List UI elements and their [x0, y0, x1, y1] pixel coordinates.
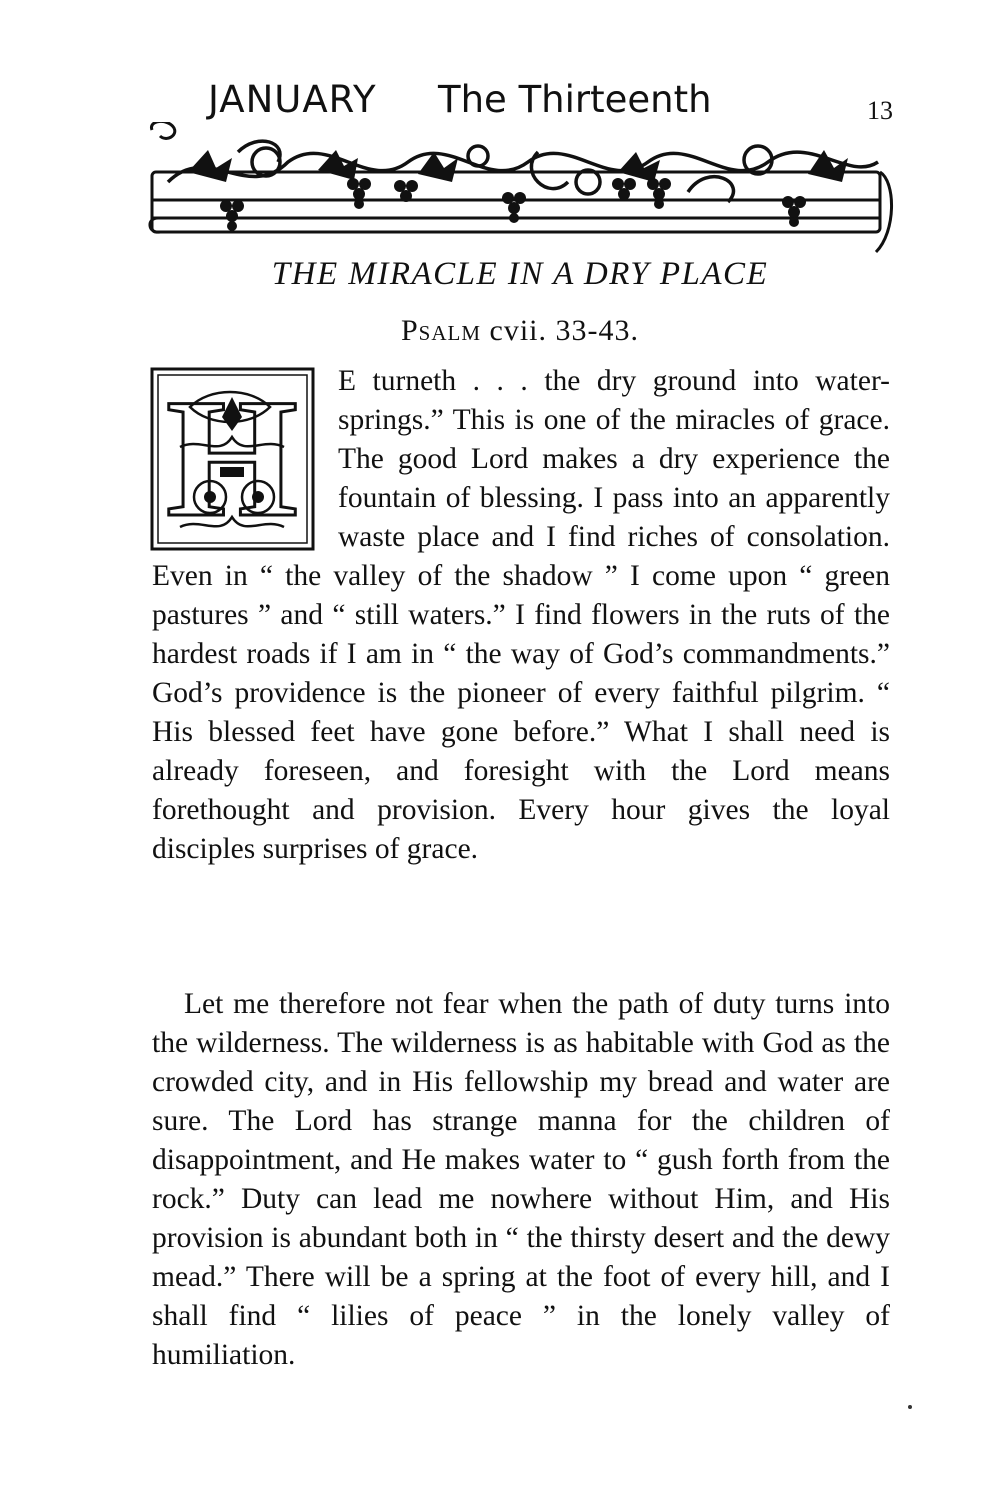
reference-book: Psalm [400, 314, 482, 347]
vine-ornament-banner [148, 122, 896, 256]
header-month: JANUARY [208, 78, 377, 121]
page-number: 13 [867, 96, 893, 125]
page-title: THE MIRACLE IN A DRY PLACE [271, 256, 769, 292]
drop-cap-letter: H [165, 367, 299, 551]
reference-passage: cvii. 33-43. [489, 314, 639, 347]
paragraph-1-text: E turneth . . . the dry ground into water-springs.” This is one of the miracles of grace. The good Lord makes a dry experience the fountain of blessing. I pass into an apparently waste place and I find riches of consolation. Even in “ the valley of the shadow ” I come upon “ green pastures ” and “ still waters.” I find flowers in the ruts of the hardest roads if I am in “ the way of God’s commandments.” God’s providence is the pioneer of every faithful pilgrim. “ His blessed feet have gone before.” What I shall need is already foreseen, and foresight with the Lord means forethought and provision. Every hour gives the loyal disciples surprises of grace. [152, 365, 890, 865]
paragraph-1 [152, 362, 890, 869]
scripture-reference [150, 314, 890, 348]
paragraph-2: Let me therefore not fear when the path of duty turns into the wilderness. The wilderness is as habitable with God as the crowded city, and in His fellowship my bread and water are sure. The Lord has strange manna for the children of disappointment, and He makes water to “ gush forth from the rock.” Duty can lead me nowhere without Him, and His provision is abundant both in “ the thirsty desert and the dewy mead.” There will be a spring at the foot of every hill, and I shall find “ lilies of peace ” in the lonely valley of humiliation. [152, 988, 890, 1371]
header-day: The Thirteenth [438, 78, 712, 121]
page-mark [908, 1405, 912, 1409]
